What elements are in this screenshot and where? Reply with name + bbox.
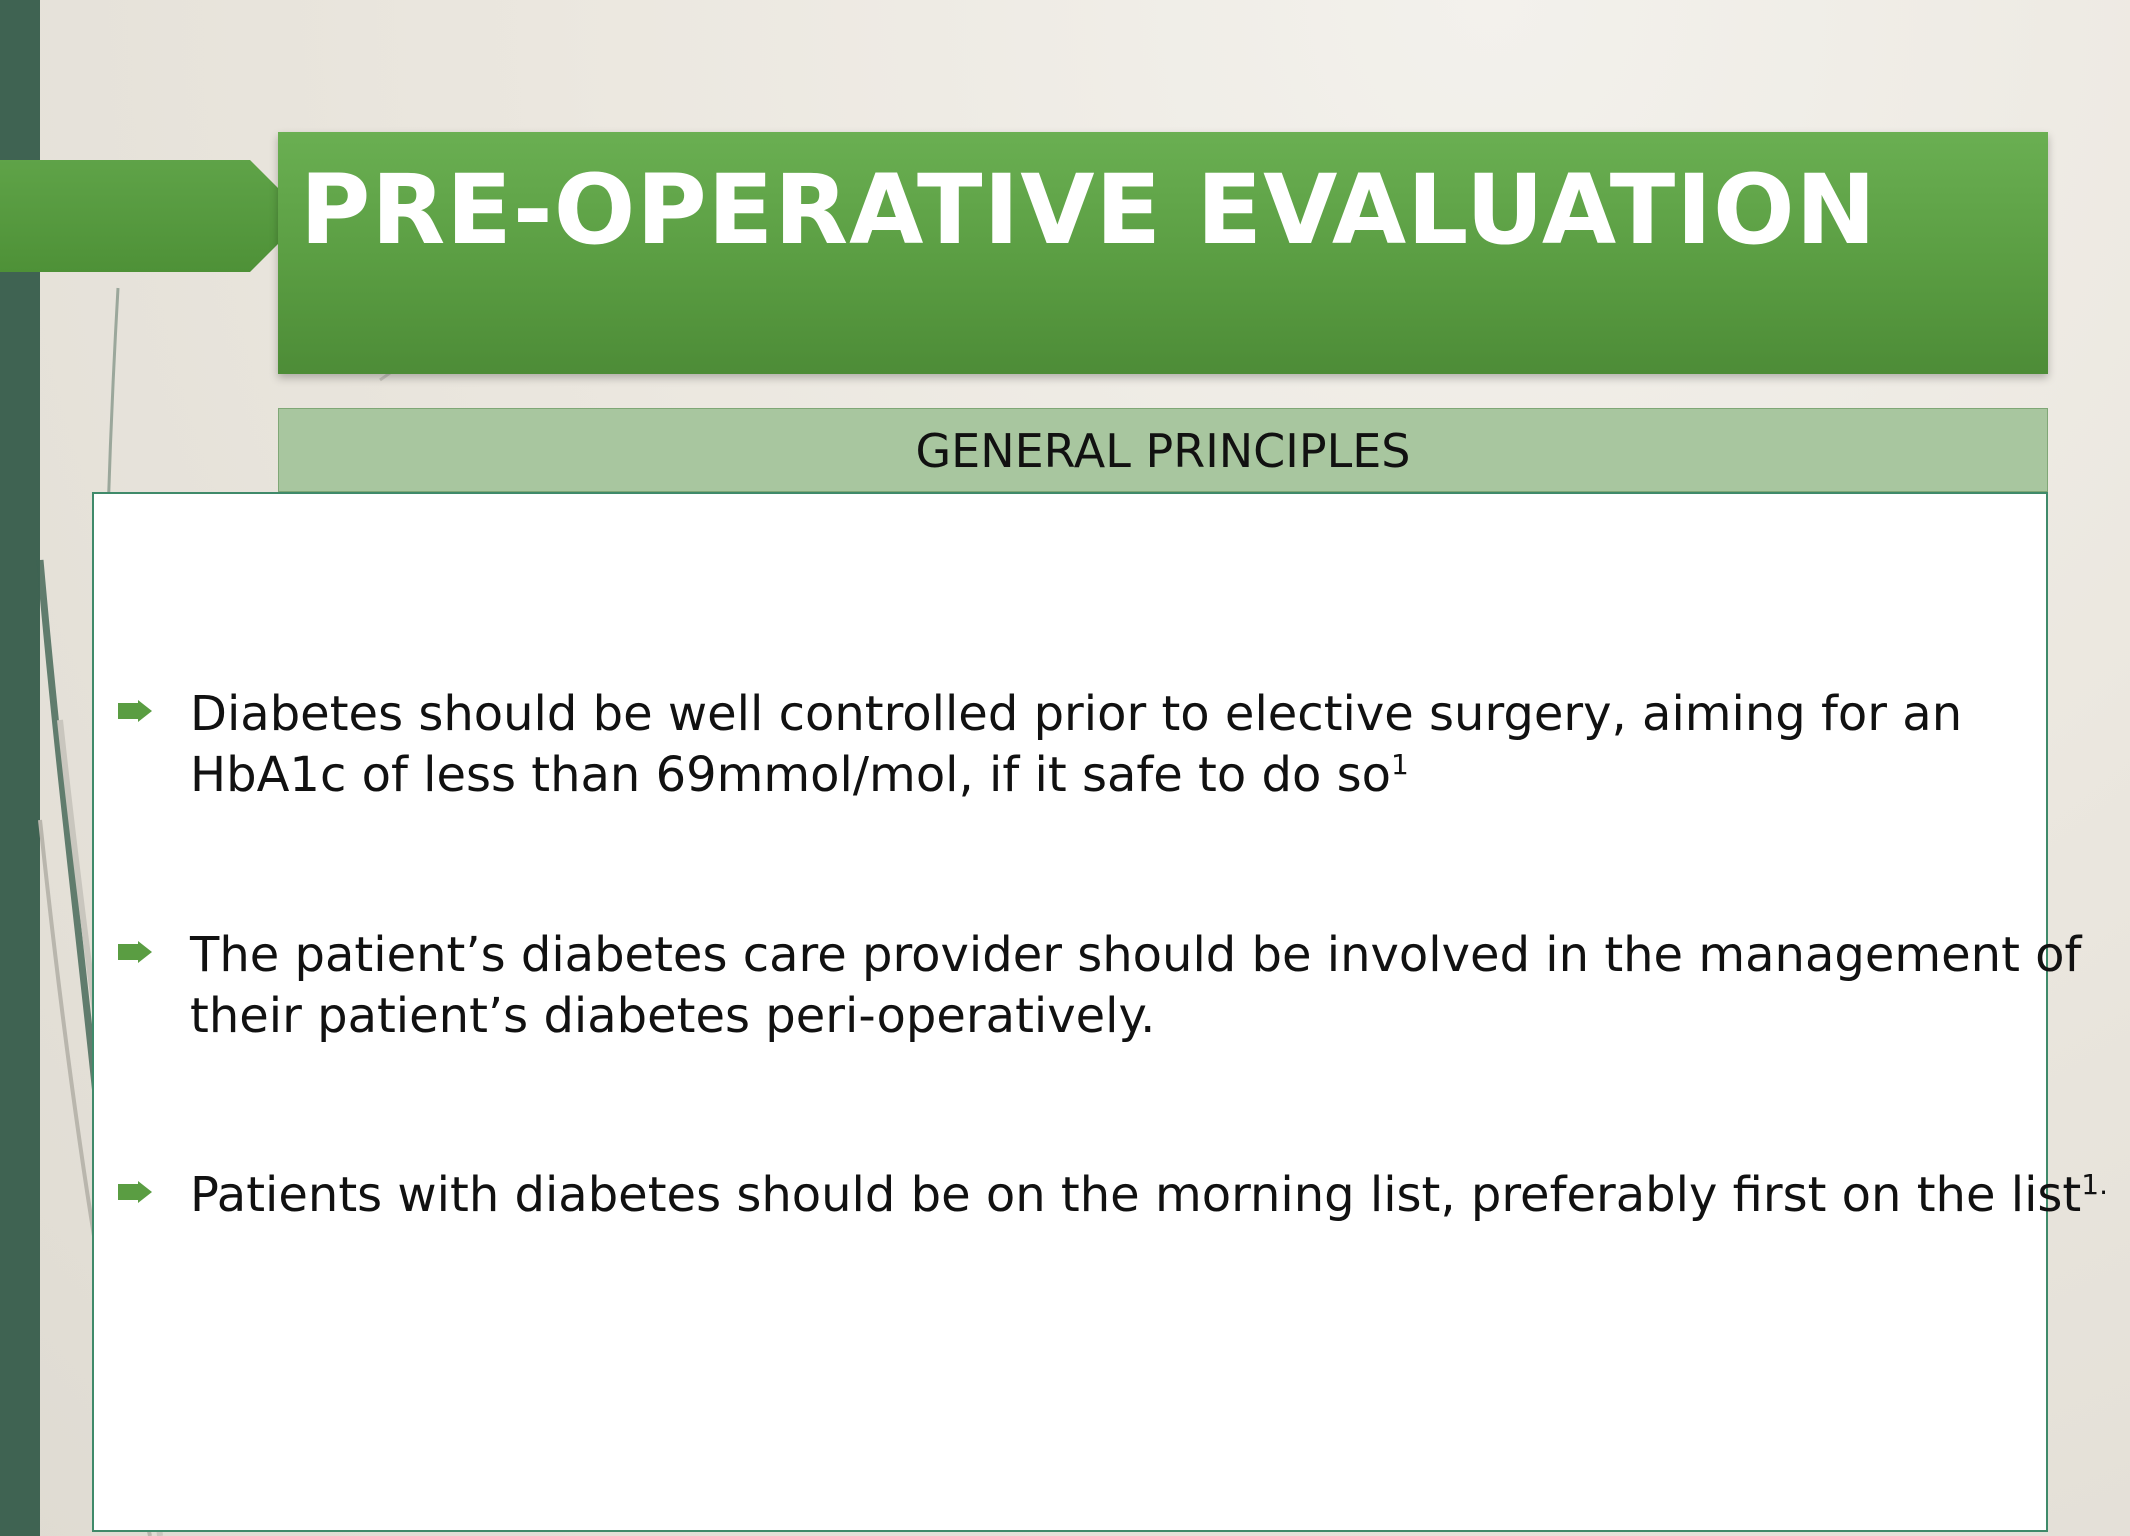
arrow-bullet-icon [118,1181,152,1203]
slide-title: PRE-OPERATIVE EVALUATION [300,154,1877,266]
subheader-bar [278,408,2048,492]
bullet-text-1 [190,684,2130,806]
bullet-text-3 [190,1165,2130,1226]
bullet-body-1: Diabetes should be well controlled prior to elective surgery, aiming for an HbA1c of less than 69mmol/mol, if it safe to do so [190,686,1963,803]
arrow-bullet-icon [118,700,152,722]
bullet-superscript-1: 1 [1390,748,1409,781]
subheader-label: GENERAL PRINCIPLES [915,424,1411,478]
bullet-superscript-3: 1. [2081,1168,2108,1201]
arrow-bullet-icon [118,941,152,963]
bullet-text-2 [190,925,2130,1047]
bullet-body-2: The patient’s diabetes care provider should be involved in the management of their patient’s diabetes peri-operatively. [190,927,2082,1044]
title-tab-arrow [0,160,300,272]
bullet-body-3: Patients with diabetes should be on the morning list, preferably first on the list [190,1167,2082,1223]
